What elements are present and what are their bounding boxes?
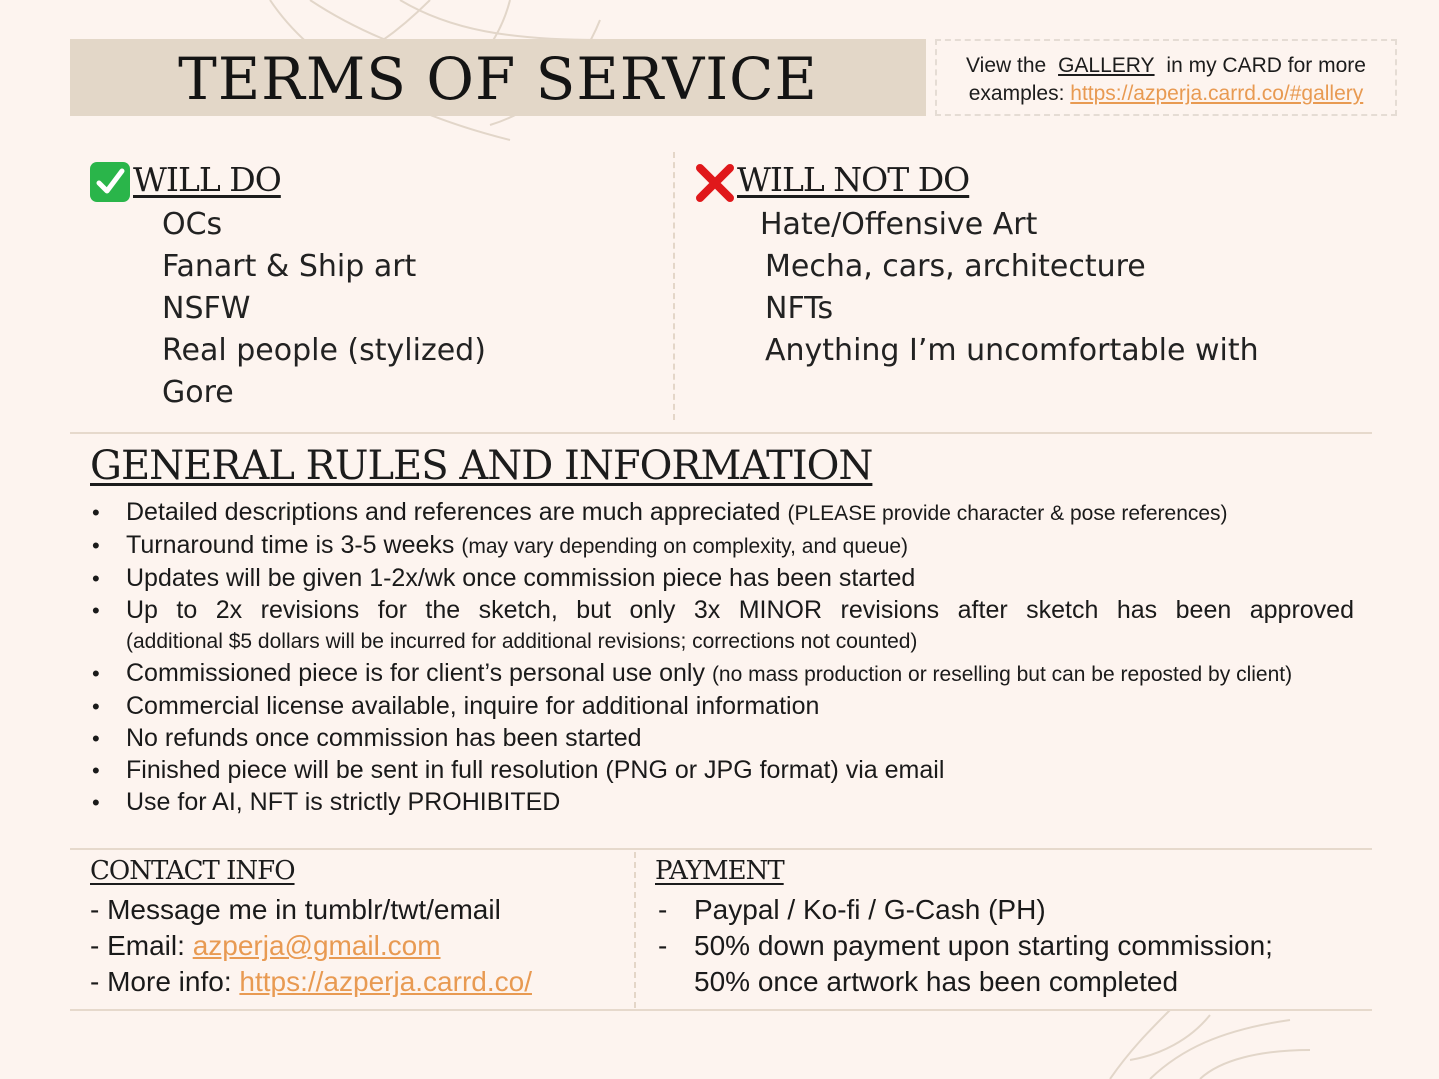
examples-label: examples: [968,82,1065,105]
list-item: NSFW [162,291,251,326]
gallery-suffix: in my CARD for more [1166,54,1366,77]
rule-text: Turnaround time is 3-5 weeks [126,531,455,559]
gallery-callout-line2 [937,80,1395,108]
will-do-heading: WILL DO [133,160,281,199]
cross-mark-icon [694,162,736,204]
gallery-word: GALLERY [1058,54,1155,77]
title-banner [70,39,926,116]
rule-item [92,691,1354,722]
rule-item [92,755,1354,786]
check-mark-icon [90,162,130,202]
list-item: Hate/Offensive Art [760,207,1038,242]
list-item: Real people (stylized) [162,333,486,368]
list-item: NFTs [765,291,834,326]
rule-text: Detailed descriptions and references are much appreciated [126,498,781,526]
contact-heading: CONTACT INFO [90,856,295,886]
contact-more-line [90,964,532,1000]
bullet: • [92,790,100,815]
bullet: • [92,566,100,591]
general-rules-list [92,497,1354,819]
carrd-link[interactable]: https://azperja.carrd.co/ [239,966,532,997]
page-title: TERMS OF SERVICE [178,45,818,113]
payment-heading: PAYMENT [655,856,784,886]
payment-terms-line2: 50% once artwork has been completed [694,966,1179,997]
column-divider [634,852,636,1008]
rule-text: Commercial license available, inquire for additional information [126,692,820,720]
dash: - [658,930,668,961]
list-item: Anything I’m uncomfortable with [765,333,1259,368]
payment-terms [658,928,1273,1000]
gallery-prefix: View the [966,54,1047,77]
rule-item [92,563,1354,594]
rule-text: Commissioned piece is for client’s personal use only [126,659,705,687]
contact-list [90,892,532,1000]
email-link[interactable]: azperja@gmail.com [192,930,441,961]
contact-email-line [90,928,532,964]
rule-item [92,595,1354,657]
bullet: • [92,533,100,558]
payment-terms-line1: 50% down payment upon starting commission; [694,930,1273,961]
bullet: • [92,598,100,623]
rule-note: (may vary depending on complexity, and queue) [461,535,909,558]
will-not-do-heading: WILL NOT DO [737,160,970,199]
rule-item [92,658,1354,690]
list-item: Gore [162,375,234,410]
rule-text: No refunds once commission has been started [126,724,642,752]
payment-list [658,892,1273,1000]
rule-note: (no mass production or reselling but can be reposted by client) [711,663,1293,686]
rule-text: Updates will be given 1-2x/wk once commission piece has been started [126,564,916,592]
rule-text: Up to 2x revisions for the sketch, but only 3x MINOR revisions after sketch has been approved [126,596,1354,624]
bullet: • [92,500,100,525]
section-divider [70,432,1372,434]
section-divider [70,1009,1372,1011]
bullet: • [92,661,100,686]
rule-note: (PLEASE provide character & pose references) [787,502,1228,525]
will-do-list [162,204,486,414]
list-item: Fanart & Ship art [162,249,417,284]
column-divider [673,152,675,420]
gallery-link[interactable]: https://azperja.carrd.co/#gallery [1070,82,1364,105]
rule-item [92,787,1354,818]
payment-methods [658,892,1273,928]
section-divider [70,848,1372,850]
payment-methods-text: Paypal / Ko-fi / G-Cash (PH) [694,894,1046,925]
general-rules-heading: GENERAL RULES AND INFORMATION [90,443,873,489]
rule-item [92,530,1354,562]
rule-item [92,497,1354,529]
more-info-label: - More info: [90,966,232,997]
rule-note: (additional $5 dollars will be incurred for additional revisions; corrections not counted) [126,630,918,653]
list-item: OCs [162,207,223,242]
leaf-decoration-bottom [1090,1010,1320,1079]
list-item: Mecha, cars, architecture [765,249,1146,284]
email-label: - Email: [90,930,185,961]
bullet: • [92,694,100,719]
rule-text: Finished piece will be sent in full resolution (PNG or JPG format) via email [126,756,945,784]
dash: - [658,894,668,925]
rule-item [92,723,1354,754]
rule-text: Use for AI, NFT is strictly PROHIBITED [126,788,561,816]
bullet: • [92,758,100,783]
will-not-do-list [760,204,1259,372]
bullet: • [92,726,100,751]
gallery-callout-line1 [937,52,1395,80]
gallery-callout [935,39,1397,116]
contact-line: - Message me in tumblr/twt/email [90,894,501,925]
